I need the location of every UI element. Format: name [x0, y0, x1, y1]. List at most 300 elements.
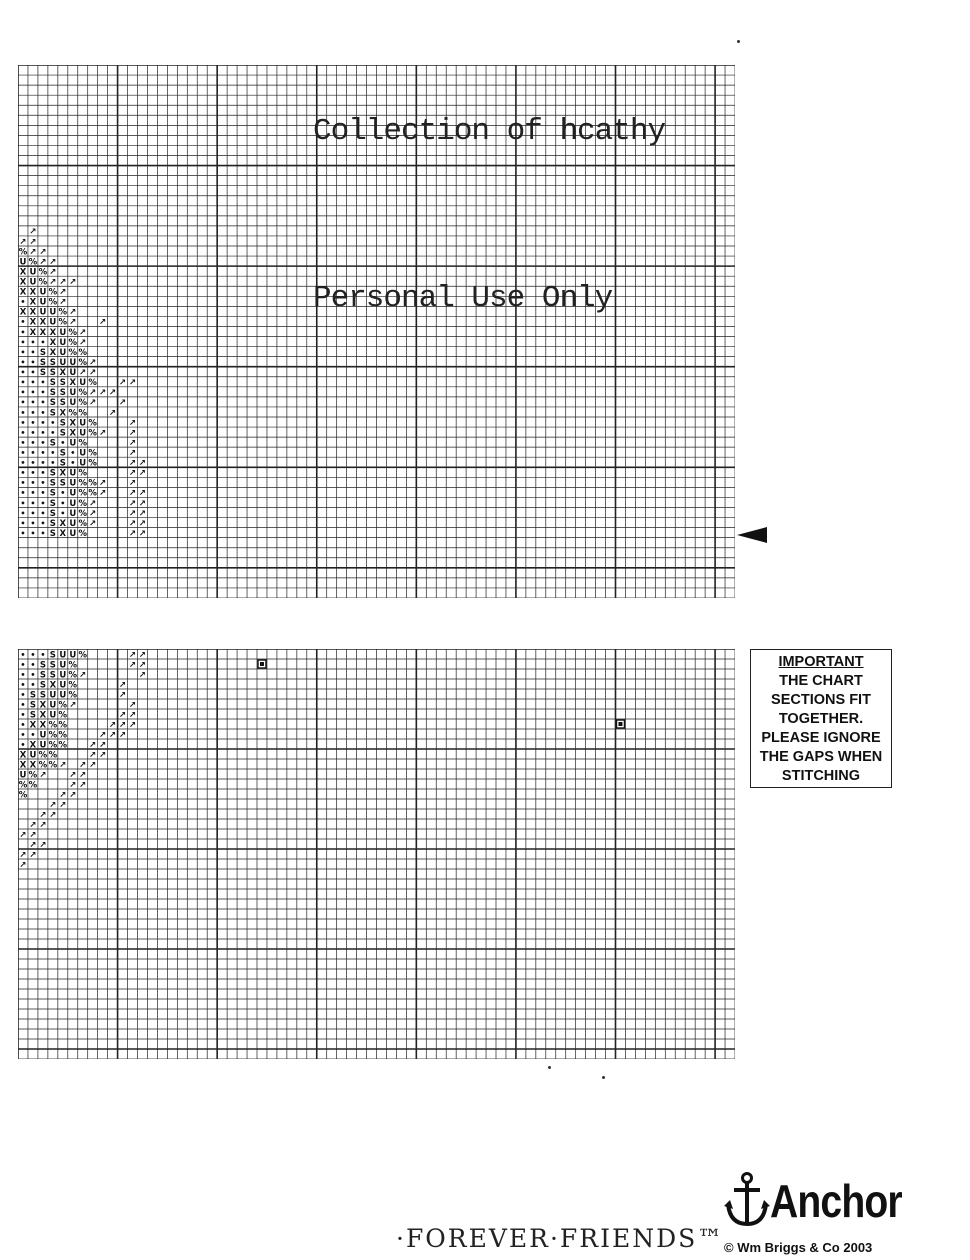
stitch-symbol: X	[69, 418, 77, 429]
stitch-symbol: ↗	[128, 700, 137, 711]
stitch-symbol: •	[20, 398, 26, 408]
stitch-symbol: %	[28, 257, 38, 268]
stitch-symbol: U	[69, 488, 77, 499]
stitch-symbol: ↗	[19, 860, 27, 871]
chart-section-bottom	[18, 649, 735, 1059]
stitch-symbol: •	[40, 468, 46, 478]
stitch-symbol: U	[59, 670, 67, 681]
watermark-collection: Collection of hcathy	[313, 114, 666, 149]
stitch-symbol: X	[49, 337, 57, 348]
stitch-symbol: U	[69, 650, 77, 661]
stitch-symbol: U	[59, 650, 67, 661]
stitch-symbol: ↗	[119, 710, 127, 721]
stitch-symbol: S	[49, 488, 56, 499]
stitch-symbol: U	[59, 660, 67, 671]
stitch-symbol: ↗	[119, 720, 127, 731]
stitch-symbol: S	[29, 690, 36, 701]
stitch-symbol: •	[30, 488, 36, 498]
stitch-symbol: ↗	[128, 518, 137, 529]
stitch-symbol: %	[58, 317, 68, 328]
stitch-symbol: X	[19, 750, 27, 761]
stitch-symbol: •	[20, 518, 26, 528]
stitch-symbol: •	[60, 508, 66, 518]
stitch-symbol: U	[39, 307, 47, 318]
stitch-symbol: S	[49, 518, 56, 529]
stitch-symbol: %	[88, 488, 97, 499]
stitch-symbol: •	[20, 690, 26, 700]
stitch-symbol: ↗	[59, 287, 67, 298]
anchor-brand-name: Anchor	[770, 1175, 902, 1227]
stitch-symbol: %	[78, 478, 87, 489]
stitch-symbol: U	[39, 297, 47, 308]
stitch-symbol: ↗	[79, 770, 87, 781]
stitch-symbol: ↗	[128, 418, 137, 429]
stitch-symbol: X	[19, 760, 27, 771]
notice-heading: IMPORTANT	[778, 654, 864, 670]
stitch-symbol: U	[79, 418, 87, 429]
stitch-symbol: ↗	[69, 700, 77, 711]
stitch-symbol: ↗	[128, 488, 137, 499]
stitch-symbol: •	[20, 378, 26, 388]
stitch-symbol: U	[69, 518, 77, 529]
stitch-symbol: S	[59, 448, 66, 459]
stitch-symbol: S	[59, 378, 66, 389]
stitch-symbol: ↗	[138, 488, 147, 499]
stitch-symbol: •	[30, 357, 36, 367]
stitch-symbol: •	[20, 317, 26, 327]
stitch-symbol: •	[20, 468, 26, 478]
stitch-symbol: %	[58, 720, 68, 731]
stitch-symbol: •	[40, 508, 46, 518]
stitch-symbol: ↗	[29, 850, 37, 861]
stitch-symbol: S	[39, 660, 46, 671]
stitch-symbol: X	[49, 347, 57, 358]
stitch-symbol: ↗	[89, 388, 97, 399]
stitch-symbol: •	[20, 730, 26, 740]
stitch-symbol: •	[30, 680, 36, 690]
stitch-symbol: ↗	[99, 488, 107, 499]
stitch-symbol: ↗	[19, 237, 27, 248]
stitch-symbol: %	[78, 468, 87, 479]
stitch-symbol: X	[69, 378, 77, 389]
stitch-symbol: •	[40, 398, 46, 408]
stitch-symbol: %	[48, 750, 58, 761]
stitch-symbol: ↗	[39, 810, 47, 821]
notice-line: THE GAPS WHEN	[759, 749, 883, 765]
stitch-symbol: •	[30, 428, 36, 438]
stitch-symbol: S	[49, 508, 56, 519]
stitch-symbol: ↗	[99, 750, 107, 761]
stitch-symbol: •	[60, 438, 66, 448]
stitch-symbol: •	[40, 478, 46, 488]
stitch-symbol: U	[19, 257, 27, 268]
stitch-symbol: %	[38, 277, 48, 288]
stitch-symbol: S	[49, 468, 56, 479]
stitch-symbol: •	[20, 498, 26, 508]
stitch-symbol: X	[29, 720, 37, 731]
stitch-symbol: U	[79, 448, 87, 459]
stitch-symbol: •	[40, 428, 46, 438]
stitch-symbol: %	[48, 297, 58, 308]
stitch-symbol: S	[39, 670, 46, 681]
stitch-symbol: •	[30, 528, 36, 538]
stitch-symbol: ↗	[49, 277, 57, 288]
stitch-symbol: X	[29, 317, 37, 328]
stitch-symbol: •	[30, 670, 36, 680]
stitch-symbol: %	[38, 750, 48, 761]
notice-line: THE CHART	[779, 673, 863, 689]
stitch-symbol: %	[48, 287, 58, 298]
stitch-symbol: •	[30, 337, 36, 347]
stitch-symbol: •	[30, 650, 36, 660]
stitch-symbol: S	[59, 398, 66, 409]
stitch-symbol: ↗	[128, 710, 137, 721]
stitch-symbol: •	[30, 518, 36, 528]
stitch-symbol: ↗	[128, 428, 137, 439]
stitch-symbol: ↗	[99, 317, 107, 328]
stitch-symbol: ↗	[69, 790, 77, 801]
stitch-symbol: ↗	[59, 800, 67, 811]
stitch-symbol: %	[88, 378, 97, 389]
stitch-symbol: U	[39, 730, 47, 741]
stitch-symbol: ↗	[29, 237, 37, 248]
stitch-symbol: ↗	[29, 840, 37, 851]
stitch-symbol: •	[30, 458, 36, 468]
stitch-symbol: ↗	[99, 730, 107, 741]
stitch-symbol: U	[69, 498, 77, 509]
stitch-symbol: X	[39, 720, 47, 731]
stitch-symbol: U	[79, 428, 87, 439]
stitch-symbol: ↗	[128, 438, 137, 449]
stitch-symbol: U	[49, 690, 57, 701]
stitch-symbol: ↗	[99, 388, 107, 399]
stitch-symbol: ↗	[138, 508, 147, 519]
stitch-symbol: ↗	[69, 770, 77, 781]
stitch-symbol: ↗	[39, 247, 47, 258]
stitch-symbol: •	[30, 438, 36, 448]
stitch-symbol: •	[30, 448, 36, 458]
stitch-symbol: %	[78, 650, 87, 661]
stitch-symbol: %	[78, 357, 87, 368]
stitch-symbol: X	[59, 408, 67, 419]
stitch-symbol: S	[49, 398, 56, 409]
stitch-symbol: %	[28, 780, 38, 791]
stitch-symbol: U	[59, 347, 67, 358]
stitch-symbol: ↗	[128, 498, 137, 509]
stitch-symbol: %	[78, 528, 87, 539]
stitch-symbol: •	[30, 730, 36, 740]
stitch-symbol: ↗	[89, 750, 97, 761]
stitch-symbol: •	[70, 448, 76, 458]
stitch-symbol: ↗	[89, 357, 97, 368]
stitch-symbol: X	[39, 317, 47, 328]
stitch-symbol: ↗	[138, 498, 147, 509]
stitch-symbol: ↗	[79, 327, 87, 338]
stitch-symbol: U	[39, 740, 47, 751]
stitch-symbol: X	[39, 327, 47, 338]
stitch-symbol: %	[88, 428, 97, 439]
stitch-symbol: ↗	[49, 257, 57, 268]
watermark-personal-use: Personal Use Only	[313, 281, 613, 316]
stitch-symbol: %	[68, 670, 78, 681]
stitch-symbol: %	[78, 408, 87, 419]
stitch-symbol: ↗	[128, 458, 137, 469]
stitch-symbol: X	[29, 740, 37, 751]
stitch-symbol: S	[29, 710, 36, 721]
stitch-symbol: ↗	[138, 458, 147, 469]
stitch-symbol: %	[48, 740, 58, 751]
chart-grid-bottom	[18, 649, 735, 1059]
stitch-symbol: X	[29, 287, 37, 298]
stitch-symbol: •	[40, 448, 46, 458]
stitch-symbol: ↗	[59, 760, 67, 771]
stitch-symbol: S	[39, 690, 46, 701]
stitch-symbol: X	[59, 518, 67, 529]
stitch-symbol: %	[38, 760, 48, 771]
stitch-symbol: S	[49, 378, 56, 389]
stitch-symbol: •	[20, 357, 26, 367]
stitch-symbol: •	[40, 498, 46, 508]
stitch-symbol: X	[39, 710, 47, 721]
stitch-symbol: ↗	[138, 660, 147, 671]
stitch-symbol: %	[18, 790, 28, 801]
stitch-symbol: U	[69, 468, 77, 479]
stitch-symbol: X	[19, 287, 27, 298]
stitch-symbol: U	[69, 508, 77, 519]
stitch-symbol: ↗	[138, 528, 147, 539]
stitch-symbol: ↗	[109, 388, 117, 399]
stitch-symbol: •	[20, 388, 26, 398]
stitch-symbol: %	[68, 680, 78, 691]
stitch-symbol: ↗	[138, 518, 147, 529]
stitch-symbol: U	[49, 307, 57, 318]
stitch-symbol: S	[49, 528, 56, 539]
stitch-symbol: ↗	[69, 307, 77, 318]
stitch-symbol: ↗	[49, 800, 57, 811]
stitch-symbol: ↗	[128, 468, 137, 479]
stitch-symbol: •	[20, 680, 26, 690]
stitch-symbol: %	[78, 518, 87, 529]
stitch-symbol: •	[40, 418, 46, 428]
stitch-symbol: ↗	[109, 720, 117, 731]
stitch-symbol: U	[19, 770, 27, 781]
stitch-symbol: U	[49, 700, 57, 711]
stitch-symbol: %	[48, 720, 58, 731]
anchor-logo	[724, 1172, 914, 1232]
stitch-symbol: S	[49, 660, 56, 671]
stitch-symbol: ↗	[19, 850, 27, 861]
notice-line: PLEASE IGNORE	[761, 730, 881, 746]
notice-line: STITCHING	[781, 768, 861, 784]
stitch-symbol: %	[68, 660, 78, 671]
stitch-symbol: %	[78, 347, 87, 358]
stitch-symbol: •	[40, 388, 46, 398]
stitch-symbol: •	[50, 418, 56, 428]
stitch-symbol: •	[20, 408, 26, 418]
stitch-symbol: ↗	[89, 518, 97, 529]
stitch-symbol: •	[60, 498, 66, 508]
stitch-symbol: ↗	[138, 670, 147, 681]
stitch-symbol: U	[29, 267, 37, 278]
stitch-symbol: %	[78, 488, 87, 499]
stitch-symbol: %	[78, 388, 87, 399]
stitch-symbol: %	[18, 247, 28, 258]
stitch-symbol: U	[69, 368, 77, 379]
stitch-symbol: %	[68, 337, 78, 348]
stitch-symbol: ↗	[49, 267, 57, 278]
stitch-symbol: U	[69, 398, 77, 409]
stitch-symbol: U	[59, 357, 67, 368]
stitch-symbol: •	[20, 478, 26, 488]
stitch-symbol: ↗	[69, 277, 77, 288]
stitch-symbol: ↗	[69, 317, 77, 328]
stitch-symbol: •	[30, 368, 36, 378]
stitch-symbol: •	[30, 418, 36, 428]
stitch-symbol: ↗	[119, 690, 127, 701]
stitch-symbol: •	[40, 650, 46, 660]
stitch-symbol: X	[49, 327, 57, 338]
notice-line: SECTIONS FIT	[771, 692, 871, 708]
stitch-symbol: S	[49, 650, 56, 661]
stitch-symbol: ↗	[89, 508, 97, 519]
stitch-symbol: X	[39, 700, 47, 711]
stitch-symbol: U	[79, 458, 87, 469]
stitch-symbol: S	[59, 458, 66, 469]
important-notice	[750, 649, 892, 788]
stitch-symbol: %	[78, 498, 87, 509]
stitch-symbol: %	[68, 408, 78, 419]
stitch-symbol: X	[59, 468, 67, 479]
stitch-symbol: ↗	[39, 770, 47, 781]
stitch-symbol: ↗	[128, 478, 137, 489]
stitch-symbol: ↗	[119, 680, 127, 691]
stitch-symbol: %	[88, 458, 97, 469]
stitch-symbol: %	[38, 267, 48, 278]
stitch-symbol: %	[58, 740, 68, 751]
stitch-symbol: ↗	[138, 468, 147, 479]
stitch-symbol: S	[49, 670, 56, 681]
stitch-symbol: %	[78, 438, 87, 449]
stitch-symbol: •	[20, 327, 26, 337]
stitch-symbol: ↗	[59, 790, 67, 801]
square-dot-icon	[258, 660, 266, 668]
stitch-symbol: •	[20, 448, 26, 458]
stitch-symbol: X	[29, 327, 37, 338]
stitch-symbol: X	[59, 368, 67, 379]
stitch-symbol: S	[59, 478, 66, 489]
stitch-symbol: %	[78, 508, 87, 519]
stitch-symbol: S	[49, 368, 56, 379]
stitch-symbol: S	[39, 347, 46, 358]
stitch-symbol: U	[39, 287, 47, 298]
stitch-symbol: •	[30, 660, 36, 670]
stitch-symbol: •	[20, 368, 26, 378]
anchor-icon	[724, 1172, 770, 1228]
stitch-symbol: S	[39, 680, 46, 691]
stitch-symbol: %	[68, 327, 78, 338]
stitch-symbol: •	[20, 347, 26, 357]
stitch-symbol: U	[69, 528, 77, 539]
stitch-symbol: X	[49, 680, 57, 691]
stitch-symbol: ↗	[99, 740, 107, 751]
stitch-symbol: S	[49, 438, 56, 449]
stitch-symbol: S	[49, 498, 56, 509]
stitch-symbol: %	[68, 690, 78, 701]
stitch-symbol: •	[40, 438, 46, 448]
stitch-symbol: %	[58, 730, 68, 741]
stitch-symbol: %	[48, 760, 58, 771]
stitch-symbol: •	[50, 428, 56, 438]
scan-speck	[602, 1076, 605, 1079]
stitch-symbol: X	[29, 297, 37, 308]
stitch-symbol: •	[50, 448, 56, 458]
stitch-symbol: ↗	[119, 730, 127, 741]
stitch-symbol: U	[69, 478, 77, 489]
stitch-symbol: %	[68, 347, 78, 358]
stitch-symbol: ↗	[59, 277, 67, 288]
stitch-symbol: ↗	[49, 810, 57, 821]
stitch-symbol: •	[30, 398, 36, 408]
stitch-symbol: ↗	[89, 760, 97, 771]
stitch-symbol: S	[39, 357, 46, 368]
stitch-symbol: S	[59, 418, 66, 429]
stitch-symbol: U	[29, 750, 37, 761]
stitch-symbol: ↗	[39, 257, 47, 268]
stitch-symbol: ↗	[99, 428, 107, 439]
stitch-symbol: ↗	[119, 398, 127, 409]
stitch-symbol: ↗	[29, 830, 37, 841]
stitch-symbol: ↗	[128, 448, 137, 459]
stitch-symbol: U	[69, 438, 77, 449]
square-dot-icon	[617, 720, 625, 728]
stitch-symbol: ↗	[109, 730, 117, 741]
stitch-symbol: •	[20, 700, 26, 710]
stitch-symbol: •	[40, 528, 46, 538]
stitch-symbol: %	[18, 780, 28, 791]
stitch-symbol: ↗	[89, 498, 97, 509]
stitch-symbol: •	[20, 720, 26, 730]
stitch-symbol: S	[59, 428, 66, 439]
copyright-text: © Wm Briggs & Co 2003	[724, 1240, 873, 1255]
stitch-symbol: ↗	[69, 780, 77, 791]
stitch-symbol: X	[19, 277, 27, 288]
left-pointing-triangle-icon	[737, 527, 767, 543]
stitch-symbol: %	[28, 770, 38, 781]
stitch-symbol: U	[79, 378, 87, 389]
stitch-symbol: S	[49, 357, 56, 368]
stitch-symbol: X	[59, 528, 67, 539]
stitch-symbol: ↗	[89, 368, 97, 379]
stitch-symbol: ↗	[79, 780, 87, 791]
stitch-symbol: ↗	[29, 227, 37, 238]
stitch-symbol: ↗	[128, 650, 137, 661]
notice-line: TOGETHER.	[778, 711, 864, 727]
stitch-symbol: ↗	[29, 247, 37, 258]
stitch-symbol: ↗	[89, 740, 97, 751]
stitch-symbol: •	[30, 508, 36, 518]
stitch-symbol: •	[40, 337, 46, 347]
stitch-symbol: ↗	[119, 378, 127, 389]
stitch-symbol: ↗	[79, 337, 87, 348]
stitch-symbol: ↗	[128, 528, 137, 539]
stitch-symbol: •	[20, 528, 26, 538]
stitch-symbol: •	[20, 660, 26, 670]
stitch-symbol: U	[69, 357, 77, 368]
stitch-symbol: •	[20, 297, 26, 307]
stitch-symbol: •	[40, 408, 46, 418]
stitch-symbol: ↗	[128, 508, 137, 519]
stitch-symbol: S	[39, 368, 46, 379]
